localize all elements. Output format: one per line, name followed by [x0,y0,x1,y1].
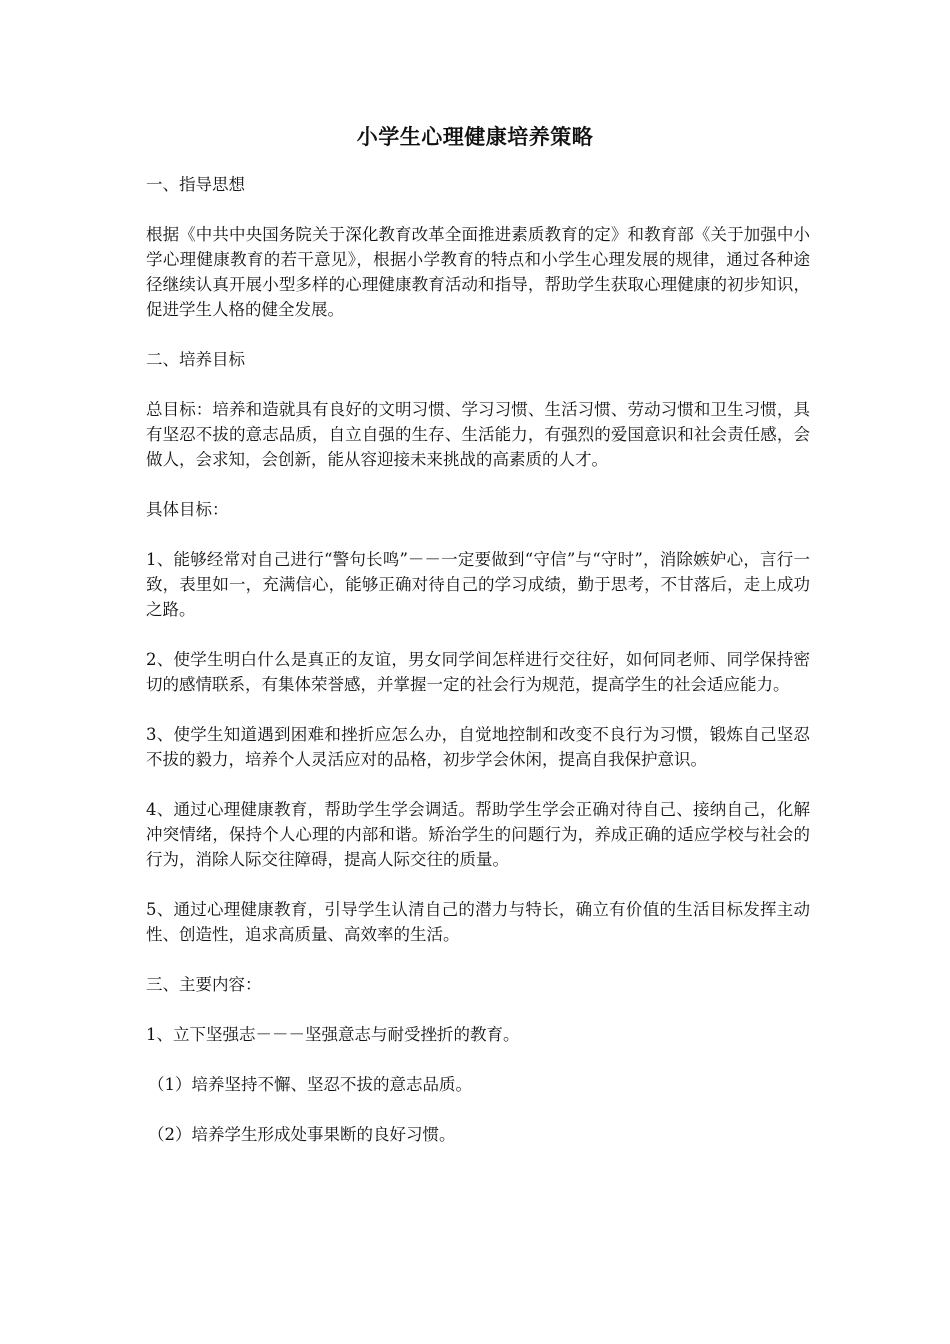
goal-item-2: 2、使学生明白什么是真正的友谊，男女同学间怎样进行交往好，如何同老师、同学保持密切的感情联系，有集体荣誉感，并掌握一定的社会行为规范，提高学生的社会适应能力。 [146,650,810,694]
section-heading-guiding-ideology: 一、指导思想 [146,175,245,194]
goal-item-3: 3、使学生知道遇到困难和挫折应怎么办，自觉地控制和改变不良行为习惯，锻炼自己坚忍不拔的毅力，培养个人灵活应对的品格，初步学会休闲，提高自我保护意识。 [146,725,810,769]
document-title: 小学生心理健康培养策略 [356,124,594,149]
goal-item-5: 5、通过心理健康教育，引导学生认清自己的潜力与特长，确立有价值的生活目标发挥主动性、创造性，追求高质量、高效率的生活。 [146,900,810,944]
content-subitem-2: （2）培养学生形成处事果断的良好习惯。 [148,1125,456,1144]
subheading-specific-goals: 具体目标： [146,500,229,519]
content-item-1: 1、立下坚强志－－－坚强意志与耐受挫折的教育。 [146,1025,520,1044]
content-subitem-1: （1）培养坚持不懈、坚忍不拔的意志品质。 [148,1075,472,1094]
goal-item-1: 1、能够经常对自己进行“警句长鸣”－－一定要做到“守信”与“守时”，消除嫉妒心，言行一致，表里如一，充满信心，能够正确对待自己的学习成绩，勤于思考，不甘落后，走上成功之路。 [146,550,810,619]
paragraph-guiding-ideology: 根据《中共中央国务院关于深化教育改革全面推进素质教育的定》和教育部《关于加强中小学心理健康教育的若干意见》，根据小学教育的特点和小学生心理发展的规律，通过各种途径继续认真开展小型多样的心理健康教育活动和指导，帮助学生获取心理健康的初步知识，促进学生人格的健全发展。 [146,225,810,319]
paragraph-overall-goal: 总目标：培养和造就具有良好的文明习惯、学习习惯、生活习惯、劳动习惯和卫生习惯，具有坚忍不拔的意志品质，自立自强的生存、生活能力，有强烈的爱国意识和社会责任感，会做人，会求知，会创新，能从容迎接未来挑战的高素质的人才。 [146,400,810,469]
goal-item-4: 4、通过心理健康教育，帮助学生学会调适。帮助学生学会正确对待自己、接纳自己，化解冲突情绪，保持个人心理的内部和谐。矫治学生的问题行为，养成正确的适应学校与社会的行为，消除人际交往障碍，提高人际交往的质量。 [146,800,810,869]
section-heading-training-goals: 二、培养目标 [146,350,245,369]
section-heading-main-content: 三、主要内容： [146,975,262,994]
document-body [146,172,810,1172]
